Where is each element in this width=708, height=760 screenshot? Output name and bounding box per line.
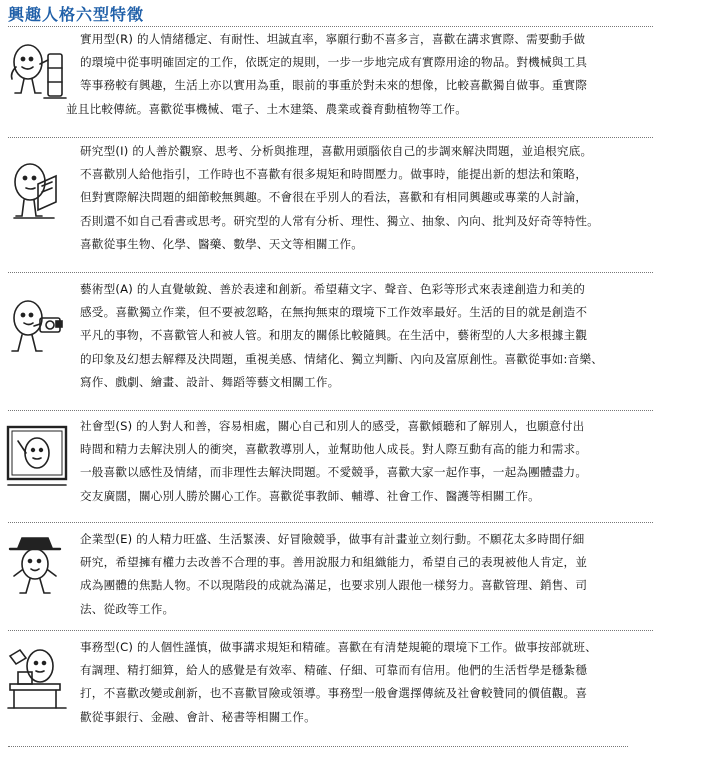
description-line: 的印象及幻想去解釋及決問題，重視美感、情緒化、獨立判斷、內向及富原創性。喜歡從事如:音樂、 [80,351,604,366]
section-divider [8,272,653,273]
type-description [80,140,658,256]
type-description-tail [66,98,644,121]
description-line: 不喜歡別人給他指引，工作時也不喜歡有很多規矩和時間壓力。做事時，能提出新的想法和策略， [80,167,588,182]
description-line: 社會型(S) 的人對人和善，容易相處，關心自己和別人的感受，喜歡傾聽和了解別人，也願意付出 [80,419,585,433]
type-section-artistic [0,278,660,408]
description-line: 喜歡從事生物、化學、醫藥、數學、天文等相關工作。 [80,236,364,251]
type-section-investigative [0,140,660,270]
description-line: 成為團體的焦點人物。不以現階段的成就為滿足，也要求別人跟他一樣努力。喜歡管理、銷售、司 [80,578,588,593]
description-line: 藝術型(A) 的人直覺敏銳、善於表達和創新。希望藉文字、聲音、色彩等形式來表達創造力和美的 [80,282,586,296]
description-line: 但對實際解決問題的細節較無興趣。不會很在乎別人的看法，喜歡和有相同興趣或專業的人討論， [80,190,588,205]
description-line: 研究型(I) 的人善於觀察、思考、分析與推理，喜歡用頭腦依自己的步調來解決問題，並追根究底。 [80,144,593,158]
egg-figure-with-tools-icon [4,34,70,108]
section-divider [8,522,653,523]
description-line: 並且比較傳統。喜歡從事機械、電子、土木建築、農業或養育動植物等工作。 [66,101,467,116]
description-line: 否則還不如自己看書或思考。研究型的人常有分析、理性、獨立、抽象、內向、批判及好奇等特性。 [80,213,599,228]
section-divider [8,410,653,411]
type-section-enterprising [0,528,660,628]
type-description [80,636,658,729]
description-line: 的環境中從事明確固定的工作，依既定的規則，一步一步地完成有實際用途的物品。對機械與工具 [80,55,588,70]
description-line: 時間和精力去解決別人的衝突，喜歡教導別人，並幫助他人成長。對人際互動有高的能力和需求。 [80,442,588,457]
egg-figure-at-blackboard-icon [4,421,70,495]
egg-figure-in-hat-icon [4,532,70,606]
type-description [80,28,658,98]
description-line: 有調理、精打細算，給人的感覺是有效率、精確、仔細、可靠而有信用。他們的生活哲學是穩紮穩 [80,663,588,678]
description-line: 歡從事銀行、金融、會計、秘書等相關工作。 [80,709,316,724]
type-section-conventional [0,636,660,746]
description-line: 交友廣闊，關心別人勝於關心工作。喜歡從事教師、輔導、社會工作、醫護等相關工作。 [80,488,540,503]
description-line: 研究，希望擁有權力去改善不合理的事。善用說服力和組織能力，希望自己的表現被他人肯定，並 [80,555,588,570]
section-divider [8,137,653,138]
description-line: 感受。喜歡獨立作業，但不要被忽略，在無拘無束的環境下工作效率最好。生活的目的就是創造不 [80,305,588,320]
description-line: 等事務較有興趣，生活上亦以實用為重，眼前的事重於對未來的想像，比較喜歡獨自做事。重實際 [80,78,588,93]
description-line: 一般喜歡以感性及情緒，而非理性去解決問題。不愛競爭，喜歡大家一起作事，一起為團體盡力。 [80,465,588,480]
description-line: 平凡的事物，不喜歡管人和被人管。和朋友的關係比較隨興。在生活中，藝術型的人大多根據主觀 [80,328,588,343]
description-line: 打，不喜歡改變或創新，也不喜歡冒險或領導。事務型一般會選擇傳統及社會較贊同的價值觀。喜 [80,686,588,701]
section-divider [8,746,628,747]
type-description [80,278,658,394]
type-section-realistic [0,28,660,140]
type-description [80,528,658,621]
egg-figure-at-desk-icon [4,642,70,716]
description-line: 寫作、戲劇、繪畫、設計、舞蹈等藝文相關工作。 [80,374,340,389]
description-line: 實用型(R) 的人情緒穩定、有耐性、坦誠直率，寧願行動不喜多言，喜歡在講求實際、需要動手做 [80,32,586,46]
egg-figure-reading-book-icon [4,154,70,228]
section-divider [8,630,653,631]
type-description [80,415,658,508]
title-divider [8,26,653,27]
description-line: 事務型(C) 的人個性謹慎，做事講求規矩和精確。喜歡在有清楚規範的環境下工作。做事按部就班、 [80,640,597,654]
type-section-social [0,415,660,525]
description-line: 企業型(E) 的人精力旺盛、生活緊湊、好冒險競爭，做事有計畫並立刻行動。不願花太多時間仔細 [80,532,585,546]
description-line: 法、從政等工作。 [80,601,175,616]
page-title: 興趣人格六型特徵 [8,5,145,24]
egg-figure-with-camera-icon [4,292,70,366]
